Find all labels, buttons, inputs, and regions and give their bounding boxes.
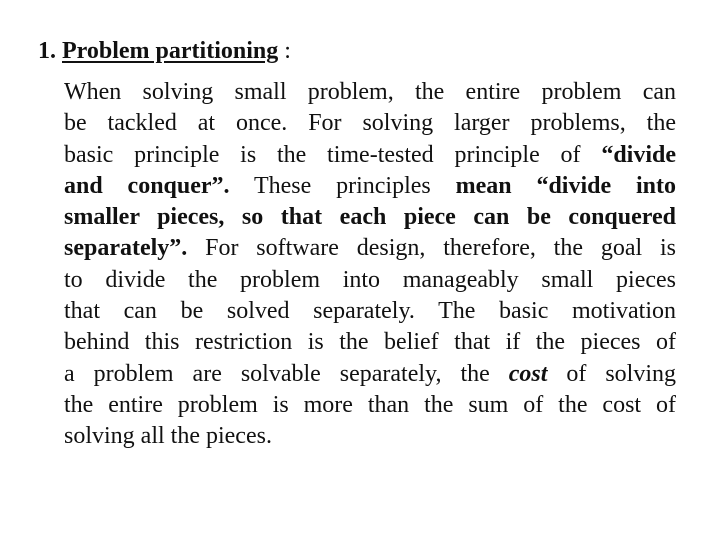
paragraph-line xyxy=(64,233,676,264)
paragraph-line xyxy=(64,359,676,390)
paragraph-line xyxy=(64,77,676,108)
paragraph-line xyxy=(64,140,676,171)
section-heading xyxy=(38,36,291,66)
text-run: to divide the problem into manageably small pieces xyxy=(64,266,676,293)
bold-quote: and conquer”. xyxy=(64,172,230,199)
paragraph-line xyxy=(64,202,676,233)
paragraph-line xyxy=(64,421,676,452)
bold-quote: mean “divide into xyxy=(455,172,677,199)
text-run: basic principle is the time-tested principle of xyxy=(64,141,581,168)
section-number: 1. xyxy=(38,38,56,64)
emphasis-cost: cost xyxy=(508,360,548,387)
text-run: a problem are solvable separately, the xyxy=(64,360,490,387)
paragraph-line xyxy=(64,265,676,296)
bold-quote: smaller pieces, so that each piece can be conquered xyxy=(64,204,676,231)
text-run: of solving xyxy=(566,360,677,387)
paragraph-line xyxy=(64,108,676,139)
paragraph-line xyxy=(64,390,676,421)
text-run: solving all the pieces. xyxy=(64,423,272,450)
paragraph-line xyxy=(64,327,676,358)
text-run: For software design, therefore, the goal is xyxy=(205,235,676,262)
text-run: be tackled at once. For solving larger problems, the xyxy=(64,110,676,137)
paragraph-line xyxy=(64,171,676,202)
paragraph-line xyxy=(64,296,676,327)
bold-quote: “divide xyxy=(601,141,676,168)
text-run: When solving small problem, the entire problem can xyxy=(64,79,676,105)
body-paragraph xyxy=(64,77,676,453)
bold-quote: separately”. xyxy=(64,235,188,262)
text-run: that can be solved separately. The basic motivation xyxy=(64,298,676,325)
text-run: behind this restriction is the belief that if the pieces of xyxy=(64,329,676,356)
section-title: Problem partitioning xyxy=(62,38,279,64)
text-run: These principles xyxy=(253,172,431,199)
text-run: the entire problem is more than the sum of the cost of xyxy=(64,391,676,418)
section-colon: : xyxy=(284,38,291,64)
